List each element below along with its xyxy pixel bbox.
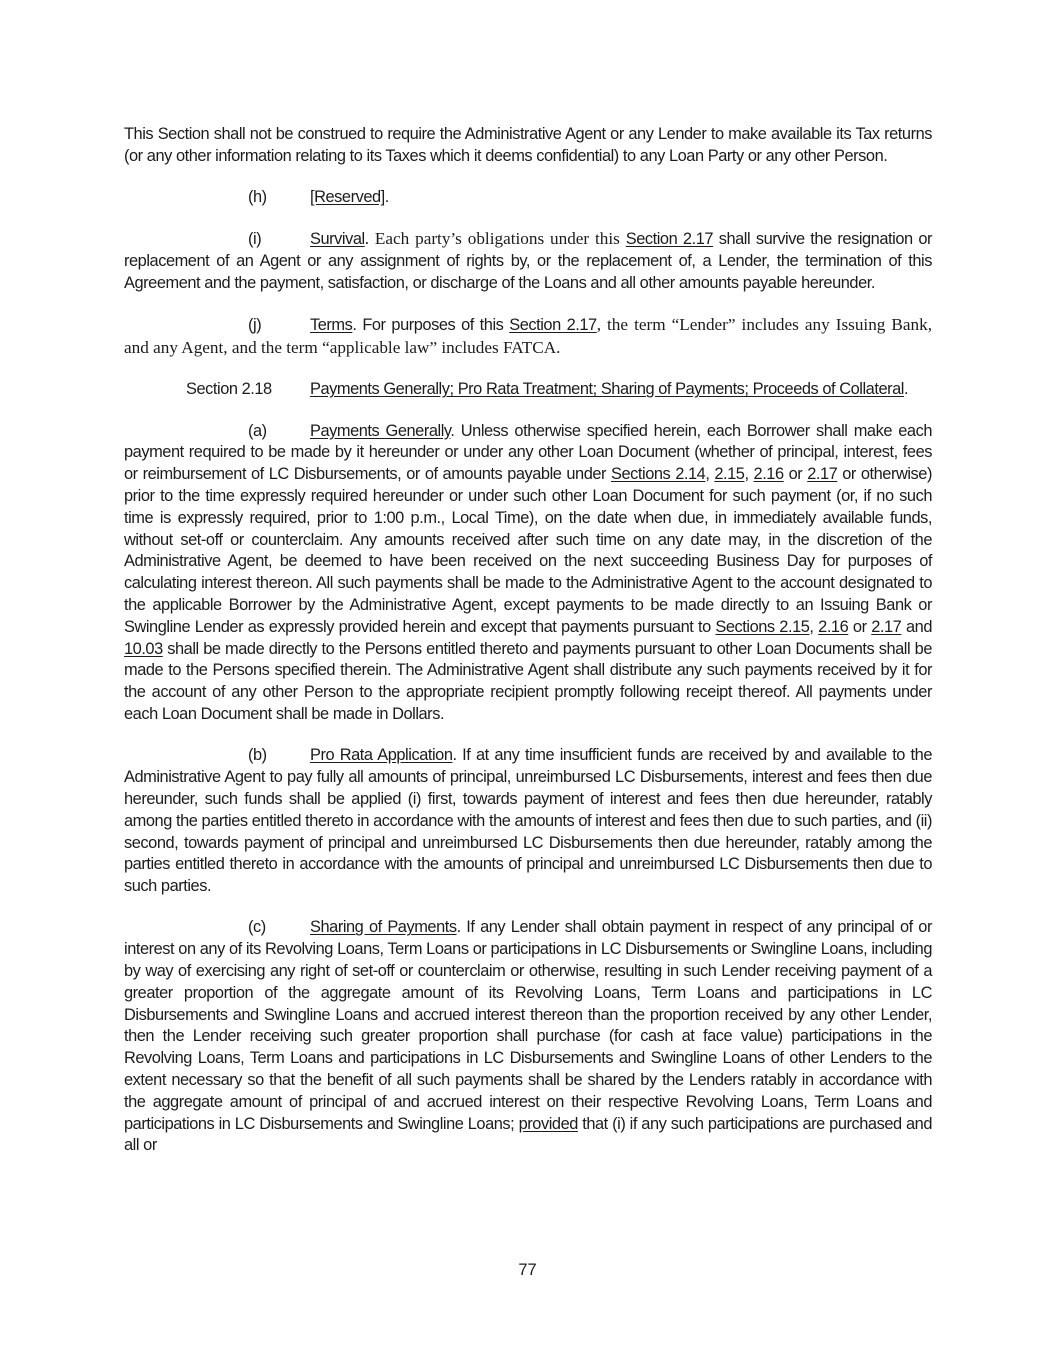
paragraph-tax-returns: This Section shall not be construed to require the Administrative Agent or any Lender to make available its Tax returns (or any other information relating to its Taxes which it deems confidential) to any Loan Party or any other Person. <box>124 125 932 165</box>
section-ref: Sections 2.15 <box>715 617 810 636</box>
clause-title-survival: Survival <box>310 230 365 249</box>
page-number: 77 <box>518 1261 537 1279</box>
section-ref-2-17: Section 2.17 <box>625 230 714 249</box>
proviso-term: provided <box>518 1114 578 1133</box>
section-number: Section 2.18 <box>186 380 272 399</box>
clause-mark-b: (b) <box>248 746 267 765</box>
paragraph-j-terms: (j) Terms. For purposes of this Section 2.17, the term “Lender” includes any Issuing Bank, and any Agent, and the term “applicable law” includes FATCA. <box>124 315 932 358</box>
clause-mark-j: (j) <box>248 316 262 335</box>
document-page <box>124 124 932 1177</box>
section-ref: 2.16 <box>818 617 849 636</box>
clause-title-reserved: [Reserved] <box>310 188 385 207</box>
paragraph-i-survival: (i) Survival. Each party’s obligations under this Section 2.17 shall survive the resignation or replacement of an Agent or any assignment of rights by, or the replacement of, a Lender, the termination of this Agreement and the payment, satisfaction, or discharge of the Loans and all other amounts payable hereunder. <box>124 229 932 292</box>
clause-title-terms: Terms <box>310 316 353 335</box>
section-title: Payments Generally; Pro Rata Treatment; Sharing of Payments; Proceeds of Collateral <box>310 380 904 399</box>
paragraph-a-payments-generally: (a) Payments Generally. Unless otherwise specified herein, each Borrower shall make each payment required to be made by it hereunder or under any other Loan Document (whether of principal, interest, fees or reimbursement of LC Disbursements, or of amounts payable under Sections 2.14, 2.15, 2.16 or 2.17 or otherwise) prior to the time expressly required hereunder or under such other Loan Document for such payment (or, if no such time is expressly required, prior to 1:00 p.m., Local Time), on the date when due, in immediately available funds, without set-off or counterclaim. Any amounts received after such time on any date may, in the discretion of the Administrative Agent, be deemed to have been received on the next succeeding Business Day for purposes of calculating interest thereon. All such payments shall be made to the Administrative Agent to the account designated to the applicable Borrower by the Administrative Agent, except payments to be made directly to an Issuing Bank or Swingline Lender as expressly provided herein and except that payments pursuant to Sections 2.15, 2.16 or 2.17 and 10.03 shall be made directly to the Persons entitled thereto and payments pursuant to other Loan Documents shall be made to the Persons specified therein. The Administrative Agent shall distribute any such payments received by it for the account of any other Person to the appropriate recipient promptly following receipt thereof. All payments under each Loan Document shall be made in Dollars. <box>124 421 933 724</box>
clause-mark-c: (c) <box>248 918 266 937</box>
section-ref: 10.03 <box>124 639 163 658</box>
section-ref: 2.15 <box>714 465 745 484</box>
section-ref: Sections 2.14 <box>611 465 706 484</box>
section-heading-2-18: Section 2.18 Payments Generally; Pro Rata Treatment; Sharing of Payments; Proceeds of Collateral. <box>124 379 932 401</box>
paragraph-c-sharing: (c) Sharing of Payments. If any Lender shall obtain payment in respect of any principal of or interest on any of its Revolving Loans, Term Loans or participations in LC Disbursements or Swingline Loans, including by way of exercising any right of set-off or counterclaim or otherwise, resulting in such Lender receiving payment of a greater proportion of the aggregate amount of its Revolving Loans, Term Loans and participations in LC Disbursements and Swingline Loans and accrued interest thereon than the proportion received by any other Lender, then the Lender receiving such greater proportion shall purchase (for cash at face value) participations in the Revolving Loans, Term Loans and participations in LC Disbursements and Swingline Loans of other Lenders to the extent necessary so that the benefit of all such payments shall be shared by the Lenders ratably in accordance with the aggregate amount of principal of and accrued interest on their respective Revolving Loans, Term Loans and participations in LC Disbursements and Swingline Loans; provided that (i) if any such participations are purchased and all or <box>124 918 932 1155</box>
clause-mark-h: (h) <box>248 188 267 207</box>
clause-mark-a: (a) <box>248 421 267 440</box>
clause-mark-i: (i) <box>248 230 262 249</box>
section-ref: 2.17 <box>807 465 838 484</box>
section-ref: 2.17 <box>871 617 902 636</box>
clause-title-sharing: Sharing of Payments <box>310 918 457 937</box>
section-ref: 2.16 <box>753 465 784 484</box>
clause-title-payments-generally: Payments Generally <box>310 421 451 440</box>
section-ref-2-17: Section 2.17 <box>509 316 597 335</box>
paragraph-b-pro-rata: (b) Pro Rata Application. If at any time insufficient funds are received by and available to the Administrative Agent to pay fully all amounts of principal, unreimbursed LC Disbursements, interest and fees then due hereunder, such funds shall be applied (i) first, towards payment of interest and fees then due hereunder, ratably among the parties entitled thereto in accordance with the amounts of interest and fees then due to such parties, and (ii) second, towards payment of principal and unreimbursed LC Disbursements then due hereunder, ratably among the parties entitled thereto in accordance with the amounts of principal and unreimbursed LC Disbursements then due to such parties. <box>124 746 932 896</box>
clause-title-pro-rata: Pro Rata Application <box>310 746 453 765</box>
paragraph-h-reserved: (h) [Reserved]. <box>124 187 932 209</box>
